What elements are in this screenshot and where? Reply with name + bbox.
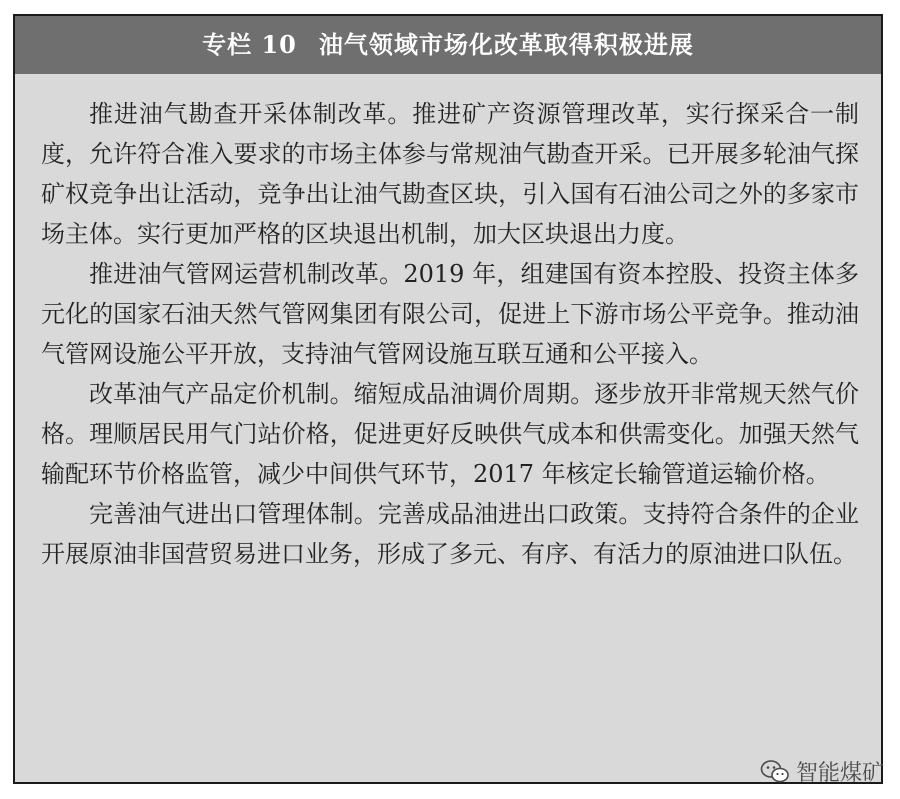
box-title: 油气领域市场化改革取得积极进展 [318, 30, 694, 59]
paragraph-pipeline: 推进油气管网运营机制改革。2019 年，组建国有资本控股、投资主体多元化的国家石油天然气管网集团有限公司，促进上下游市场公平竞争。推动油气管网设施公平开放，支持油气管网设施互联互通和公平接入。 [41, 260, 859, 368]
box-label: 专栏 10 [202, 30, 297, 59]
watermark-text: 智能煤矿 [795, 761, 884, 786]
paragraph-import-export: 完善油气进出口管理体制。完善成品油进出口政策。支持符合条件的企业开展原油非国营贸易进口业务，形成了多元、有序、有活力的原油进口队伍。 [41, 500, 859, 568]
box-content [15, 74, 881, 574]
watermark [760, 756, 884, 787]
wechat-icon [760, 759, 790, 785]
info-box [13, 14, 883, 784]
paragraph-pricing: 改革油气产品定价机制。缩短成品油调价周期。逐步放开非常规天然气价格。理顺居民用气门站价格，促进更好反映供气成本和供需变化。加强天然气输配环节价格监管，减少中间供气环节，2017 年核定长输管道运输价格。 [41, 380, 859, 488]
paragraph-exploration: 推进油气勘查开采体制改革。推进矿产资源管理改革，实行探采合一制度，允许符合准入要求的市场主体参与常规油气勘查开采。已开展多轮油气探矿权竞争出让活动，竞争出让油气勘查区块，引入国有石油公司之外的多家市场主体。实行更加严格的区块退出机制，加大区块退出力度。 [41, 100, 859, 248]
box-title-bar [15, 16, 881, 74]
